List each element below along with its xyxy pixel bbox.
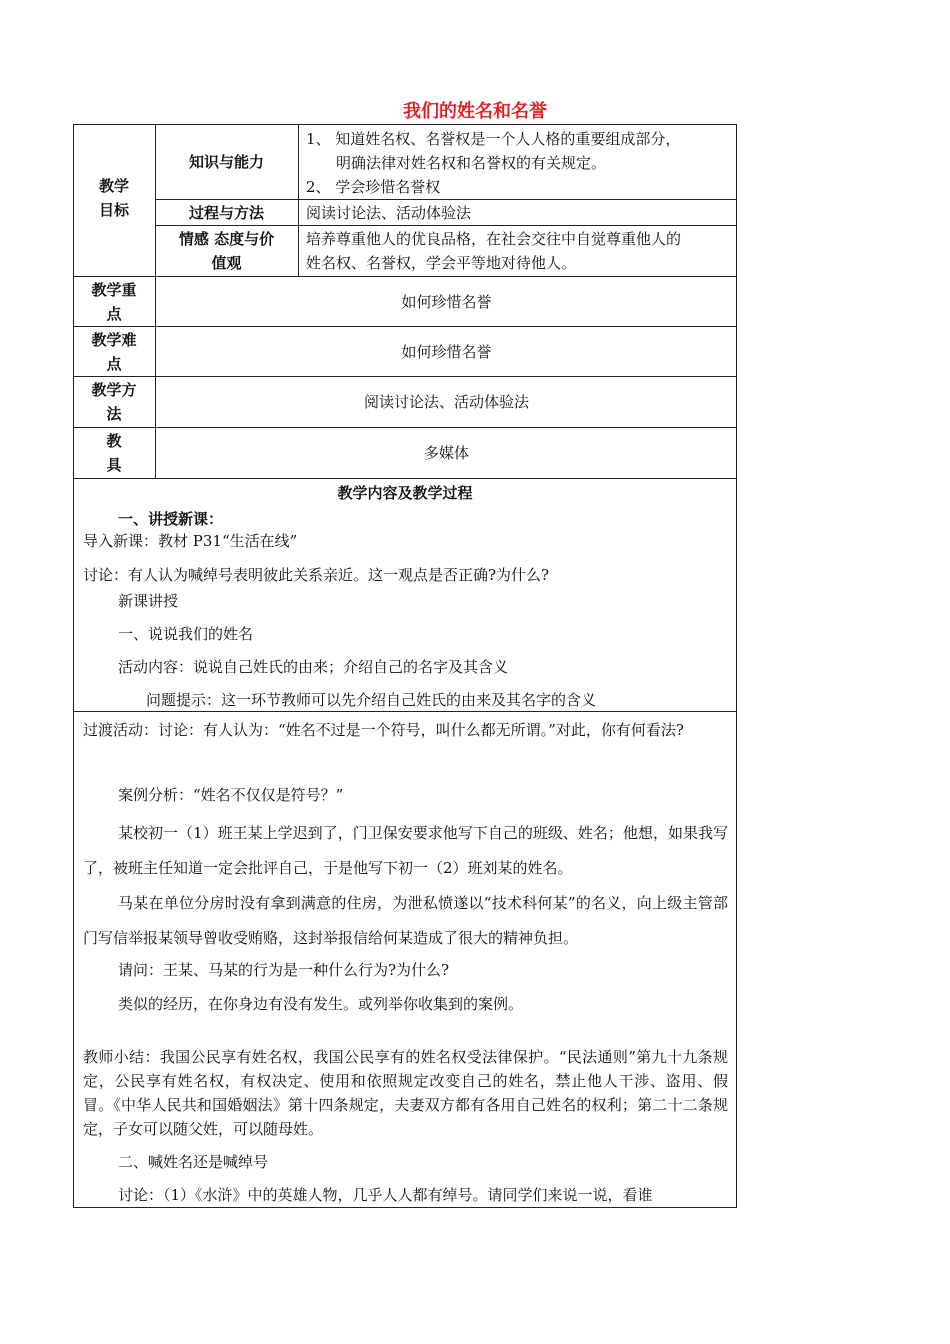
transition-text: 过渡活动：讨论：有人认为：“姓名不过是一个符号，叫什么都无所谓。”对此，你有何看法? [83,721,684,739]
goal-label-line2: 目标 [98,201,129,219]
key-point-label [73,277,155,326]
discussion2-text: 讨论：（1）《水浒》中的英雄人物，几乎人人都有绰号。请同学们来说一说，看谁 [118,1186,653,1204]
method-label-line2: 法 [106,405,122,423]
part2-heading: 二、喊姓名还是喊绰号 [118,1153,269,1171]
summary-text: 教师小结：我国公民享有姓名权，我国公民享有的姓名权受法律保护。“民法通则”第九十九条规定，公民享有姓名权，有权决定、使用和依照规定改变自己的姓名，禁止他人干涉、盗用、假冒。《中华人民共和国婚姻法》第十四条规定，夫妻双方都有各用自己姓名的权利；第二十二条规定，子女可以随父姓，可以随母姓。 [83,1048,728,1138]
knowledge-item-1: 1、 知道姓名权、名誉权是一个人人格的重要组成部分， [306,130,681,148]
tools-label-line2: 具 [106,456,122,474]
knowledge-item-2: 2、 学会珍惜名誉权 [306,178,441,196]
emotion-label-line2: 值观 [211,254,242,272]
activity-text: 活动内容：说说自己姓氏的由来；介绍自己的名字及其含义 [118,658,509,676]
content-heading: 教学内容及教学过程 [337,484,473,502]
method-label [73,377,155,427]
goal-label [73,170,155,226]
emotion-label-line1: 情感 态度与价 [178,230,275,248]
difficulty-label [73,327,155,376]
method-text: 阅读讨论法、活动体验法 [363,393,529,411]
emotion-label [155,226,298,276]
intro-text: 导入新课：教材 P31“生活在线” [83,532,298,550]
key-point-text: 如何珍惜名誉 [401,292,492,311]
key-point-label-line1: 教学重 [91,280,137,299]
emotion-text-line1: 培养尊重他人的优良品格，在社会交往中自觉尊重他人的 [306,230,682,248]
difficulty-label-line1: 教学难 [91,330,137,349]
document-title: 我们的姓名和名誉 [403,101,547,122]
case-title: 案例分析：“姓名不仅仅是符号？” [118,786,344,804]
column-divider [298,124,299,276]
difficulty-text: 如何珍惜名誉 [401,342,492,361]
process-label: 过程与方法 [188,203,264,222]
tools-text: 多媒体 [423,444,469,462]
process-text: 阅读讨论法、活动体验法 [306,204,472,222]
part1-heading: 一、说说我们的姓名 [118,625,254,643]
case2-text: 马某在单位分房时没有拿到满意的住房，为泄私愤遂以“技术科何某”的名义，向上级主管部门写信举报某领导曾收受贿赂，这封举报信给何某造成了很大的精神负担。 [83,894,728,947]
similar-text: 类似的经历，在你身边有没有发生。或列举你收集到的案例。 [118,995,524,1013]
hint-text: 问题提示：这一环节教师可以先介绍自己姓氏的由来及其名字的含义 [146,691,597,709]
method-label-line1: 教学方 [91,381,137,399]
row-divider [73,478,737,479]
section1-heading: 一、讲授新课： [118,510,224,528]
case1-text: 某校初一（1）班王某上学迟到了，门卫保安要求他写下自己的班级、姓名；他想，如果我写了，被班主任知道一定会批评自己，于是他写下初一（2）班刘某的姓名。 [83,824,728,877]
tools-label-line1: 教 [106,432,122,450]
emotion-text-line2: 姓名权、名誉权，学会平等地对待他人。 [306,254,577,272]
difficulty-label-line2: 点 [106,354,122,373]
tools-label [73,428,155,478]
new-lesson-text: 新课讲授 [118,592,179,610]
goal-label-line1: 教学 [98,177,129,195]
key-point-label-line2: 点 [106,304,122,323]
discussion-text: 讨论：有人认为喊绰号表明彼此关系亲近。这一观点是否正确?为什么? [83,566,550,584]
question-text: 请问：王某、马某的行为是一种什么行为?为什么? [118,961,450,979]
knowledge-label: 知识与能力 [188,152,264,171]
knowledge-item-1-cont: 明确法律对姓名权和名誉权的有关规定。 [336,154,607,172]
